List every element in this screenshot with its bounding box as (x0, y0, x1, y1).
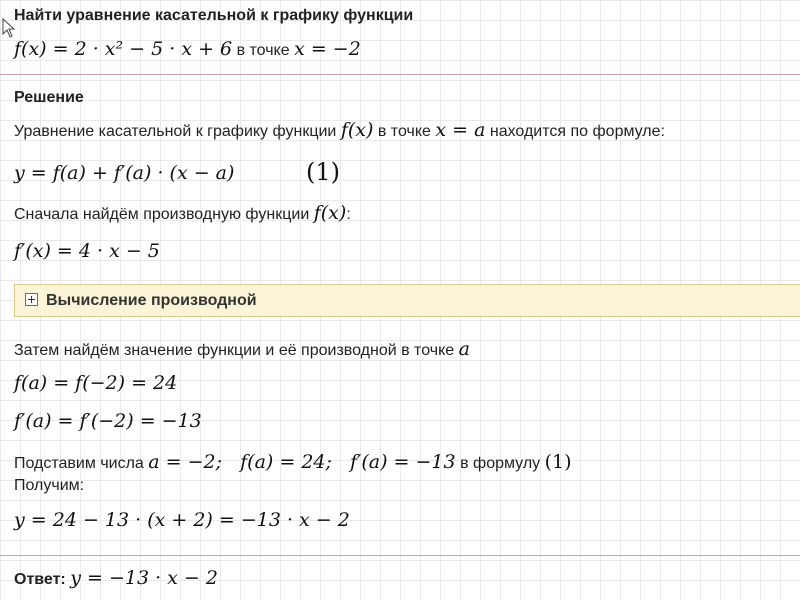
top-divider (0, 74, 800, 75)
expander-label[interactable]: Вычисление производной (46, 292, 257, 309)
answer-line (14, 567, 218, 589)
values-intro-a: a (458, 338, 470, 360)
bottom-divider (0, 555, 800, 556)
values-intro-line (14, 338, 470, 360)
derivative-expression: f′(x) = 4 · x − 5 (14, 240, 160, 262)
formula-intro-line (14, 119, 665, 141)
derivative-value: f′(a) = f′(−2) = −13 (14, 410, 202, 432)
substitute-values: a = −2; f(a) = 24; f′(a) = −13 (148, 451, 456, 473)
values-intro-text: Затем найдём значение функции и её производной в точке (14, 342, 455, 359)
formula-intro-mid: в точке (377, 123, 431, 140)
substitute-mid: в формулу (460, 455, 541, 472)
formula-intro-text: Уравнение касательной к графику функции (14, 123, 337, 140)
formula-intro-xa: x = a (435, 119, 486, 141)
derivative-intro-fx: f(x) (313, 202, 347, 224)
derivative-intro-text: Сначала найдём производную функции (14, 206, 310, 223)
derivative-intro-line (14, 202, 351, 224)
substitute-line (14, 451, 572, 473)
formula-intro-fx: f(x) (340, 119, 374, 141)
problem-statement (14, 38, 361, 60)
problem-title: Найти уравнение касательной к графику функции (14, 7, 414, 24)
substitute-intro: Подставим числа (14, 455, 144, 472)
function-value: f(a) = f(−2) = 24 (14, 372, 178, 394)
solution-heading: Решение (14, 89, 84, 106)
answer-label: Ответ: (14, 571, 66, 588)
result-expression: y = 24 − 13 · (x + 2) = −13 · x − 2 (14, 509, 350, 531)
point-word: в точке (236, 42, 290, 59)
result-intro: Получим: (14, 477, 85, 494)
substitute-ref: (1) (544, 451, 572, 473)
tangent-formula: y = f(a) + f′(a) · (x − a) (14, 162, 235, 184)
derivative-intro-colon: : (346, 206, 351, 223)
formula-number: (1) (306, 158, 340, 186)
plus-expand-icon[interactable] (25, 293, 38, 306)
function-expression: f(x) = 2 · x² − 5 · x + 6 (14, 38, 233, 60)
formula-intro-end: находится по формуле: (489, 123, 665, 140)
derivative-calculation-expander[interactable] (14, 284, 800, 317)
answer-value: y = −13 · x − 2 (70, 567, 218, 589)
point-expression: x = −2 (294, 38, 361, 60)
